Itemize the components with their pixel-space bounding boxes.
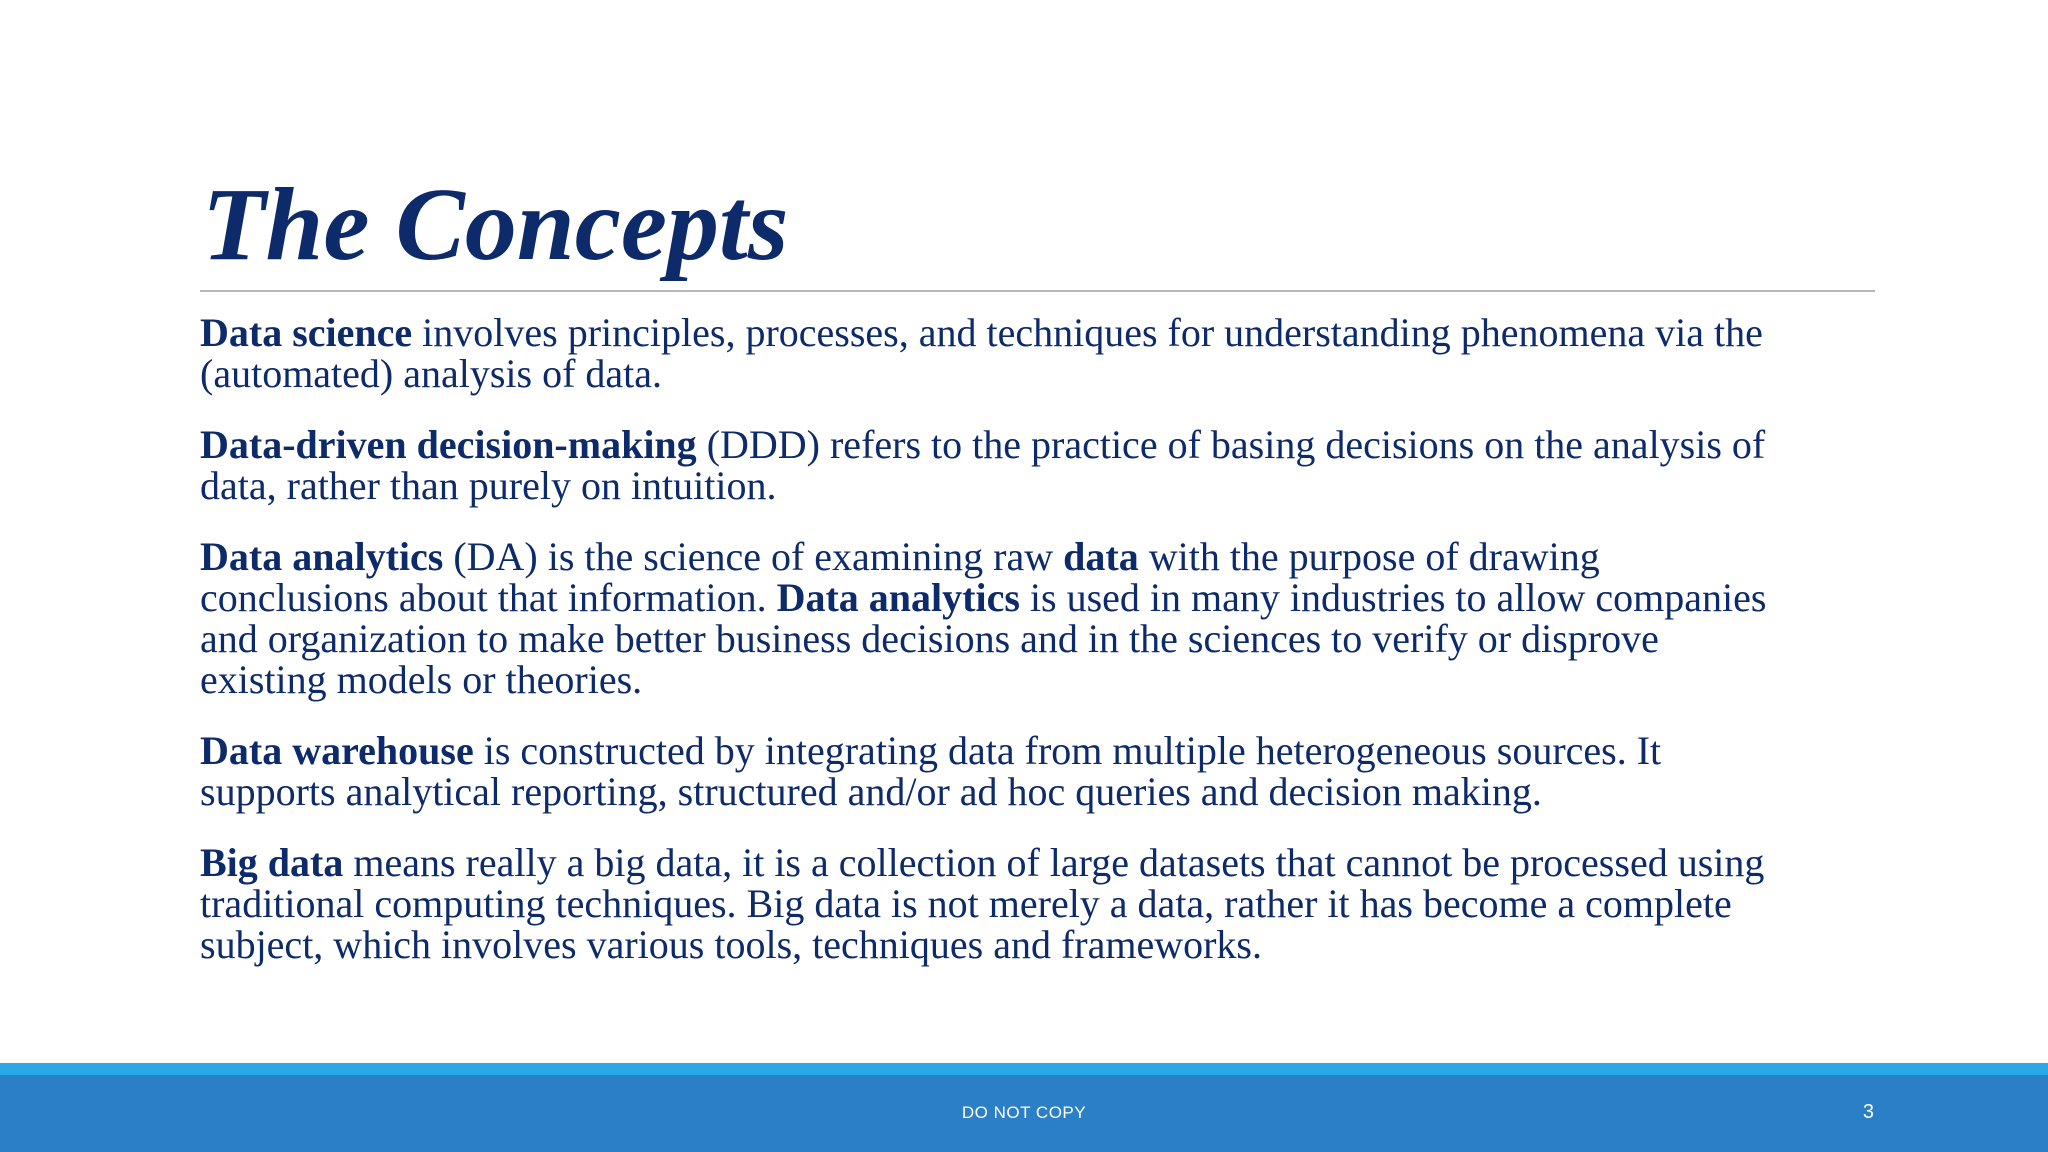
- term-bold: data: [1063, 534, 1139, 579]
- paragraph-line: [200, 883, 1890, 924]
- footer-accent-stripe: [0, 1063, 2048, 1075]
- slide-body: [200, 312, 1890, 995]
- text-run: with the purpose of drawing: [1138, 534, 1600, 579]
- text-run: involves principles, processes, and techniques for understanding phenomena via the: [412, 310, 1763, 355]
- term-bold: Data science: [200, 310, 413, 355]
- definition-paragraph: [200, 536, 1890, 700]
- text-run: (DDD) refers to the practice of basing decisions on the analysis of: [696, 422, 1766, 467]
- paragraph-line: [200, 618, 1890, 659]
- text-run: is used in many industries to allow companies: [1019, 575, 1767, 620]
- text-run: and organization to make better business decisions and in the sciences to verify or disprove: [200, 616, 1659, 661]
- paragraph-line: [200, 577, 1890, 618]
- paragraph-line: [200, 536, 1890, 577]
- term-bold: Data analytics: [776, 575, 1020, 620]
- definition-paragraph: [200, 312, 1890, 394]
- paragraph-line: [200, 465, 1890, 506]
- paragraph-line: [200, 353, 1890, 394]
- term-bold: Big data: [200, 840, 344, 885]
- paragraph-line: [200, 424, 1890, 465]
- term-bold: Data warehouse: [200, 728, 474, 773]
- paragraph-line: [200, 771, 1890, 812]
- title-divider: [200, 290, 1875, 292]
- paragraph-line: [200, 924, 1890, 965]
- page-number: 3: [1862, 1101, 1874, 1123]
- footer-bar: [0, 1075, 2048, 1152]
- text-run: existing models or theories.: [200, 657, 643, 702]
- text-run: (automated) analysis of data.: [200, 351, 663, 396]
- text-run: (DA) is the science of examining raw: [443, 534, 1064, 579]
- text-run: means really a big data, it is a collection of large datasets that cannot be processed using: [343, 840, 1765, 885]
- text-run: subject, which involves various tools, techniques and frameworks.: [200, 922, 1262, 967]
- term-bold: Data-driven decision-making: [200, 422, 697, 467]
- term-bold: Data analytics: [200, 534, 444, 579]
- definition-paragraph: [200, 424, 1890, 506]
- definition-paragraph: [200, 730, 1890, 812]
- text-run: conclusions about that information.: [200, 575, 777, 620]
- text-run: supports analytical reporting, structured and/or ad hoc queries and decision making.: [200, 769, 1542, 814]
- text-run: traditional computing techniques. Big data is not merely a data, rather it has become a complete: [200, 881, 1732, 926]
- paragraph-line: [200, 730, 1890, 771]
- paragraph-line: [200, 659, 1890, 700]
- definition-paragraph: [200, 842, 1890, 965]
- footer-text: DO NOT COPY: [961, 1103, 1087, 1122]
- text-run: data, rather than purely on intuition.: [200, 463, 777, 508]
- text-run: is constructed by integrating data from multiple heterogeneous sources. It: [473, 728, 1662, 773]
- paragraph-line: [200, 842, 1890, 883]
- slide-title: The Concepts: [202, 167, 789, 282]
- paragraph-line: [200, 312, 1890, 353]
